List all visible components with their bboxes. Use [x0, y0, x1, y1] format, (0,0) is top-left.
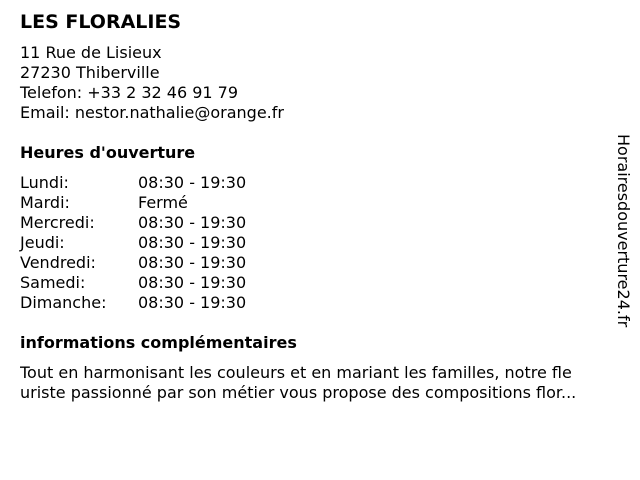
hours-time: 08:30 - 19:30: [138, 253, 247, 272]
hours-row: [20, 233, 620, 253]
opening-hours-table: [20, 173, 620, 313]
description-line: uriste passionné par son métier vous propose des compositions flor...: [20, 383, 577, 402]
hours-day: Vendredi:: [20, 253, 96, 272]
hours-day: Lundi:: [20, 173, 69, 192]
address-line-street: 11 Rue de Lisieux: [20, 43, 162, 62]
hours-row: [20, 273, 620, 293]
hours-row: [20, 193, 620, 213]
description: [20, 363, 625, 403]
address-line-city: 27230 Thiberville: [20, 63, 160, 82]
hours-time: 08:30 - 19:30: [138, 173, 247, 192]
hours-day: Dimanche:: [20, 293, 107, 312]
hours-time: Fermé: [138, 193, 188, 212]
description-line: Tout en harmonisant les couleurs et en mariant les familles, notre fle: [20, 363, 572, 382]
hours-day: Jeudi:: [20, 233, 65, 252]
hours-day: Mercredi:: [20, 213, 95, 232]
hours-row: [20, 173, 620, 193]
business-name: LES FLORALIES: [20, 11, 182, 33]
hours-row: [20, 253, 620, 273]
site-watermark: Horairesdouverture24.fr: [614, 134, 633, 328]
email-line: Email: nestor.nathalie@orange.fr: [20, 103, 284, 122]
additional-info-heading: informations complémentaires: [20, 333, 297, 352]
hours-day: Mardi:: [20, 193, 70, 212]
business-card: [20, 10, 620, 403]
hours-time: 08:30 - 19:30: [138, 233, 247, 252]
hours-day: Samedi:: [20, 273, 86, 292]
opening-hours-heading: Heures d'ouverture: [20, 143, 196, 162]
hours-row: [20, 293, 620, 313]
hours-time: 08:30 - 19:30: [138, 273, 247, 292]
hours-time: 08:30 - 19:30: [138, 213, 247, 232]
hours-time: 08:30 - 19:30: [138, 293, 247, 312]
hours-row: [20, 213, 620, 233]
phone-line: Telefon: +33 2 32 46 91 79: [20, 83, 239, 102]
